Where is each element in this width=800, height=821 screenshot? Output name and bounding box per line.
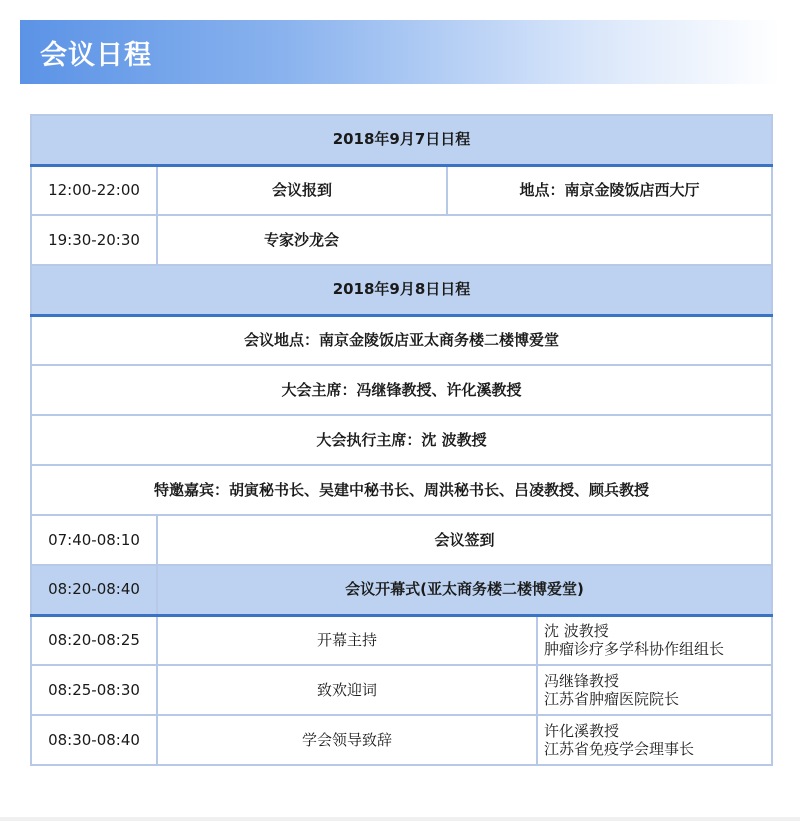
time-cell: 08:25-08:30 bbox=[31, 665, 157, 715]
speaker-title: 江苏省免疫学会理事长 bbox=[544, 740, 695, 758]
speaker-name: 冯继锋教授 bbox=[544, 672, 620, 690]
time-cell: 08:30-08:40 bbox=[31, 715, 157, 765]
footer-divider bbox=[0, 817, 800, 821]
table-row bbox=[31, 315, 772, 365]
speaker-cell bbox=[537, 665, 772, 715]
table-row bbox=[31, 665, 772, 715]
table-row bbox=[31, 515, 772, 565]
speaker-title: 江苏省肿瘤医院院长 bbox=[544, 690, 680, 708]
section-banner bbox=[20, 20, 780, 84]
speaker-name: 沈 波教授 bbox=[544, 622, 609, 641]
time-cell: 19:30-20:30 bbox=[31, 215, 157, 265]
venue-cell: 会议地点：南京金陵饭店亚太商务楼二楼博爱堂 bbox=[31, 315, 772, 365]
opening-row bbox=[31, 565, 772, 615]
event-cell: 会议报到 bbox=[157, 165, 447, 215]
time-cell: 08:20-08:40 bbox=[31, 565, 157, 615]
event-cell: 致欢迎词 bbox=[157, 665, 537, 715]
event-cell: 开幕主持 bbox=[157, 615, 537, 665]
event-cell: 会议开幕式(亚太商务楼二楼博爱堂) bbox=[157, 565, 772, 615]
guests-cell: 特邀嘉宾：胡寅秘书长、吴建中秘书长、周洪秘书长、吕凌教授、顾兵教授 bbox=[31, 465, 772, 515]
speaker-title: 肿瘤诊疗多学科协作组组长 bbox=[544, 640, 725, 659]
event-cell: 专家沙龙会 bbox=[157, 215, 772, 265]
table-row bbox=[31, 165, 772, 215]
event-cell: 学会领导致辞 bbox=[157, 715, 537, 765]
day1-header: 2018年9月7日日程 bbox=[31, 115, 772, 165]
day2-header-row bbox=[31, 265, 772, 315]
event-cell: 会议签到 bbox=[157, 515, 772, 565]
speaker-cell bbox=[537, 715, 772, 765]
time-cell: 07:40-08:10 bbox=[31, 515, 157, 565]
chair-cell: 大会主席：冯继锋教授、许化溪教授 bbox=[31, 365, 772, 415]
day1-header-row bbox=[31, 115, 772, 165]
table-row bbox=[31, 465, 772, 515]
table-row bbox=[31, 715, 772, 765]
table-row bbox=[31, 365, 772, 415]
schedule-table bbox=[30, 114, 773, 766]
section-title: 会议日程 bbox=[40, 39, 152, 71]
table-row bbox=[31, 215, 772, 265]
time-cell: 08:20-08:25 bbox=[31, 615, 157, 665]
speaker-cell bbox=[537, 615, 772, 665]
table-row bbox=[31, 415, 772, 465]
speaker-name: 许化溪教授 bbox=[544, 722, 620, 740]
exec-chair-cell: 大会执行主席：沈 波教授 bbox=[31, 415, 772, 465]
location-cell: 地点：南京金陵饭店西大厅 bbox=[447, 165, 772, 215]
time-cell: 12:00-22:00 bbox=[31, 165, 157, 215]
day2-header: 2018年9月8日日程 bbox=[31, 265, 772, 315]
table-row bbox=[31, 615, 772, 665]
